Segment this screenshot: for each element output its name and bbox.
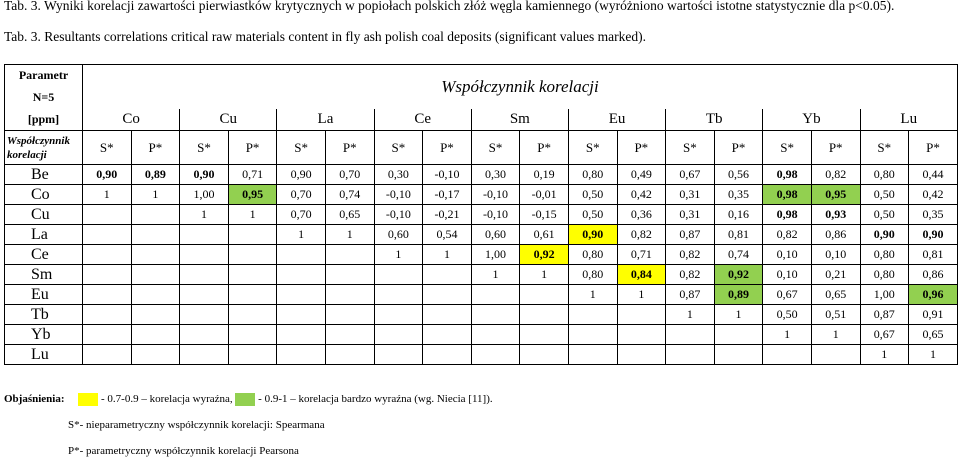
correlation-cell: 0,89	[714, 285, 763, 305]
correlation-cell: 0,82	[811, 165, 860, 185]
correlation-cell: 0,74	[325, 185, 374, 205]
correlation-cell: -0,10	[423, 165, 472, 185]
correlation-cell: 0,71	[617, 245, 666, 265]
correlation-cell: 0,30	[374, 165, 423, 185]
correlation-cell: 1	[423, 245, 472, 265]
correlation-cell: 0,31	[666, 205, 715, 225]
correlation-cell	[714, 345, 763, 365]
parameter-label: Parametr	[5, 65, 83, 87]
correlation-cell: 0,98	[763, 185, 812, 205]
correlation-cell	[131, 325, 180, 345]
correlation-cell	[666, 325, 715, 345]
correlation-cell: 1	[277, 225, 326, 245]
spearman-header: S*	[374, 131, 423, 165]
correlation-cell: 1,00	[180, 185, 229, 205]
correlation-cell	[325, 345, 374, 365]
correlation-cell: 0,90	[277, 165, 326, 185]
table-row	[5, 245, 958, 265]
correlation-cell: 0,90	[860, 225, 909, 245]
correlation-cell	[180, 325, 229, 345]
correlation-cell: 0,44	[909, 165, 958, 185]
correlation-cell: 0,92	[714, 265, 763, 285]
correlation-cell	[228, 245, 277, 265]
correlation-cell	[811, 345, 860, 365]
correlation-cell: 0,65	[811, 285, 860, 305]
correlation-cell: 0,49	[617, 165, 666, 185]
correlation-cell: 0,90	[909, 225, 958, 245]
correlation-cell: 0,90	[568, 225, 617, 245]
correlation-cell	[568, 325, 617, 345]
row-label-sm: Sm	[5, 265, 83, 285]
correlation-cell: 0,42	[909, 185, 958, 205]
correlation-cell	[520, 285, 569, 305]
correlation-cell: 1	[860, 345, 909, 365]
correlation-cell	[228, 305, 277, 325]
correlation-cell	[131, 245, 180, 265]
pearson-header: P*	[228, 131, 277, 165]
pearson-header: P*	[131, 131, 180, 165]
correlation-cell: 0,96	[909, 285, 958, 305]
correlation-cell: 0,50	[763, 305, 812, 325]
correlation-cell: 0,70	[277, 205, 326, 225]
element-header-lu: Lu	[860, 109, 958, 131]
table-row	[5, 225, 958, 245]
correlation-cell: -0,01	[520, 185, 569, 205]
correlation-cell: 1	[228, 205, 277, 225]
correlation-cell: -0,10	[471, 205, 520, 225]
correlation-cell: 0,51	[811, 305, 860, 325]
row-label-lu: Lu	[5, 345, 83, 365]
table-caption-polish: Tab. 3. Wyniki korelacji zawartości pierwiastków krytycznych w popiołach polskich złóż węgla kamiennego (wyróżniono wartości istotne statystycznie dla p<0.05).	[4, 0, 895, 13]
correlation-cell	[617, 305, 666, 325]
pearson-header: P*	[325, 131, 374, 165]
table-row	[5, 205, 958, 225]
correlation-cell: 0,50	[568, 205, 617, 225]
element-header-cu: Cu	[180, 109, 277, 131]
correlation-cell	[423, 305, 472, 325]
spearman-header: S*	[83, 131, 132, 165]
correlation-cell: 0,98	[763, 165, 812, 185]
correlation-cell: 0,90	[180, 165, 229, 185]
correlation-cell: 0,10	[811, 245, 860, 265]
correlation-cell: 0,80	[568, 265, 617, 285]
correlation-cell: 1,00	[860, 285, 909, 305]
correlation-cell: 0,10	[763, 245, 812, 265]
correlation-cell	[131, 285, 180, 305]
correlation-cell: 1	[131, 185, 180, 205]
correlation-cell	[131, 345, 180, 365]
n-label: N=5	[5, 87, 83, 109]
correlation-cell	[180, 305, 229, 325]
correlation-cell	[763, 345, 812, 365]
correlation-cell: 0,67	[860, 325, 909, 345]
correlation-cell: 0,61	[520, 225, 569, 245]
element-header-co: Co	[83, 109, 180, 131]
correlation-cell: 0,10	[763, 265, 812, 285]
correlation-cell: 1	[83, 185, 132, 205]
table-row	[5, 305, 958, 325]
correlation-cell	[374, 325, 423, 345]
correlation-cell: 0,87	[666, 225, 715, 245]
correlation-cell: 0,80	[568, 245, 617, 265]
pearson-header: P*	[909, 131, 958, 165]
spearman-header: S*	[277, 131, 326, 165]
correlation-cell: 0,95	[228, 185, 277, 205]
correlation-cell: 0,82	[763, 225, 812, 245]
table-row	[5, 265, 958, 285]
correlation-cell: 0,67	[666, 165, 715, 185]
correlation-cell	[277, 265, 326, 285]
correlation-cell: 0,16	[714, 205, 763, 225]
table-row	[5, 345, 958, 365]
correlation-cell	[83, 285, 132, 305]
table-row	[5, 165, 958, 185]
correlation-cell: 1	[180, 205, 229, 225]
spearman-header: S*	[180, 131, 229, 165]
correlation-cell	[325, 245, 374, 265]
correlation-cell: 0,30	[471, 165, 520, 185]
correlation-cell	[228, 345, 277, 365]
correlation-cell: 0,82	[617, 225, 666, 245]
correlation-cell	[83, 305, 132, 325]
correlation-cell: 0,87	[666, 285, 715, 305]
correlation-cell	[423, 325, 472, 345]
correlation-cell	[83, 325, 132, 345]
correlation-cell: -0,10	[374, 205, 423, 225]
correlation-cell: 1	[520, 265, 569, 285]
correlation-cell: 0,31	[666, 185, 715, 205]
row-label-ce: Ce	[5, 245, 83, 265]
correlation-cell	[277, 305, 326, 325]
correlation-cell: -0,10	[471, 185, 520, 205]
correlation-cell: 0,65	[325, 205, 374, 225]
correlation-cell: 1	[325, 225, 374, 245]
element-header-tb: Tb	[666, 109, 763, 131]
correlation-cell	[568, 345, 617, 365]
correlation-cell: 1	[666, 305, 715, 325]
correlation-cell: 0,42	[617, 185, 666, 205]
correlation-cell	[568, 305, 617, 325]
pearson-note: P*- parametryczny współczynnik korelacji Pearsona	[68, 445, 299, 457]
correlation-cell	[325, 265, 374, 285]
row-label-tb: Tb	[5, 305, 83, 325]
correlation-cell	[374, 265, 423, 285]
correlation-cell: 1	[568, 285, 617, 305]
correlation-cell	[277, 245, 326, 265]
correlation-cell: 0,95	[811, 185, 860, 205]
table-row	[5, 285, 958, 305]
correlation-cell: 0,21	[811, 265, 860, 285]
legend-line	[4, 393, 493, 406]
pearson-header: P*	[714, 131, 763, 165]
correlation-cell: 0,91	[909, 305, 958, 325]
correlation-cell: 0,82	[666, 265, 715, 285]
correlation-cell: 0,65	[909, 325, 958, 345]
table-row	[5, 325, 958, 345]
correlation-cell: 0,60	[471, 225, 520, 245]
table-caption-english: Tab. 3. Resultants correlations critical raw materials content in fly ash polish coal deposits (significant values marked).	[4, 29, 646, 44]
correlation-cell	[617, 345, 666, 365]
spearman-header: S*	[568, 131, 617, 165]
correlation-cell	[180, 225, 229, 245]
correlation-cell: 1	[471, 265, 520, 285]
correlation-cell: 0,81	[714, 225, 763, 245]
correlation-cell	[228, 225, 277, 245]
correlation-cell	[228, 325, 277, 345]
correlation-cell: 0,93	[811, 205, 860, 225]
correlation-cell: 0,87	[860, 305, 909, 325]
correlation-cell: -0,15	[520, 205, 569, 225]
correlation-cell	[374, 285, 423, 305]
correlation-table	[4, 64, 958, 365]
row-label-be: Be	[5, 165, 83, 185]
table-row	[5, 185, 958, 205]
correlation-cell	[277, 345, 326, 365]
legend-green-text: - 0.9-1 – korelacja bardzo wyraźna (wg. Niecia [11]).	[258, 393, 493, 406]
correlation-cell: 0,80	[860, 165, 909, 185]
correlation-coefficient-title: Współczynnik korelacji	[83, 65, 958, 109]
correlation-cell	[471, 285, 520, 305]
spearman-header: S*	[666, 131, 715, 165]
correlation-cell	[131, 225, 180, 245]
row-label-co: Co	[5, 185, 83, 205]
correlation-cell	[423, 265, 472, 285]
row-label-eu: Eu	[5, 285, 83, 305]
correlation-cell: 0,81	[909, 245, 958, 265]
correlation-cell	[325, 285, 374, 305]
correlation-cell	[180, 345, 229, 365]
correlation-cell: 0,80	[860, 245, 909, 265]
correlation-cell	[180, 245, 229, 265]
green-swatch	[235, 393, 255, 406]
pearson-header: P*	[520, 131, 569, 165]
correlation-cell	[714, 325, 763, 345]
element-header-la: La	[277, 109, 374, 131]
correlation-cell: 0,50	[568, 185, 617, 205]
element-header-ce: Ce	[374, 109, 471, 131]
correlation-cell	[325, 305, 374, 325]
correlation-cell	[83, 225, 132, 245]
correlation-cell: -0,17	[423, 185, 472, 205]
correlation-cell: 1,00	[471, 245, 520, 265]
correlation-cell: 0,35	[909, 205, 958, 225]
correlation-cell	[423, 345, 472, 365]
correlation-cell	[228, 285, 277, 305]
correlation-cell: 1	[909, 345, 958, 365]
correlation-cell	[180, 285, 229, 305]
correlation-cell	[83, 345, 132, 365]
legend-yellow-text: - 0.7-0.9 – korelacja wyraźna,	[101, 393, 233, 406]
correlation-cell: 1	[811, 325, 860, 345]
spearman-header: S*	[471, 131, 520, 165]
correlation-cell: 0,36	[617, 205, 666, 225]
correlation-cell	[131, 305, 180, 325]
correlation-cell: 0,50	[860, 205, 909, 225]
element-header-eu: Eu	[568, 109, 665, 131]
correlation-cell: 1	[617, 285, 666, 305]
row-label-yb: Yb	[5, 325, 83, 345]
spearman-header: S*	[860, 131, 909, 165]
correlation-cell: 1	[374, 245, 423, 265]
correlation-cell	[131, 265, 180, 285]
correlation-cell	[520, 325, 569, 345]
correlation-cell: 1	[714, 305, 763, 325]
correlation-cell: 0,54	[423, 225, 472, 245]
correlation-cell	[471, 345, 520, 365]
correlation-cell: -0,21	[423, 205, 472, 225]
correlation-cell	[277, 285, 326, 305]
correlation-cell	[617, 325, 666, 345]
correlation-cell: 0,86	[909, 265, 958, 285]
correlation-cell: 1	[763, 325, 812, 345]
correlation-cell	[520, 305, 569, 325]
correlation-cell	[131, 205, 180, 225]
correlation-cell: 0,89	[131, 165, 180, 185]
correlation-cell	[83, 205, 132, 225]
correlation-cell: 0,67	[763, 285, 812, 305]
correlation-cell	[228, 265, 277, 285]
ppm-label: [ppm]	[5, 109, 83, 131]
correlation-cell: 0,84	[617, 265, 666, 285]
correlation-cell: 0,74	[714, 245, 763, 265]
correlation-cell	[325, 325, 374, 345]
correlation-cell: 0,56	[714, 165, 763, 185]
correlation-cell	[277, 325, 326, 345]
correlation-cell: 0,70	[325, 165, 374, 185]
correlation-cell: 0,92	[520, 245, 569, 265]
correlation-cell	[180, 265, 229, 285]
correlation-cell	[374, 345, 423, 365]
correlation-cell	[520, 345, 569, 365]
correlation-cell: 0,86	[811, 225, 860, 245]
pearson-header: P*	[423, 131, 472, 165]
correlation-cell: 0,70	[277, 185, 326, 205]
yellow-swatch	[78, 393, 98, 406]
coefficient-row-label: Współczynnik korelacji	[5, 131, 83, 165]
correlation-cell: -0,10	[374, 185, 423, 205]
row-label-la: La	[5, 225, 83, 245]
correlation-cell	[471, 305, 520, 325]
element-header-yb: Yb	[763, 109, 860, 131]
spearman-header: S*	[763, 131, 812, 165]
legend-title: Objaśnienia:	[4, 393, 65, 406]
correlation-cell: 0,35	[714, 185, 763, 205]
pearson-header: P*	[811, 131, 860, 165]
correlation-cell: 0,82	[666, 245, 715, 265]
correlation-cell: 0,19	[520, 165, 569, 185]
correlation-cell: 0,60	[374, 225, 423, 245]
correlation-cell	[666, 345, 715, 365]
correlation-cell: 0,80	[568, 165, 617, 185]
pearson-header: P*	[617, 131, 666, 165]
correlation-cell	[374, 305, 423, 325]
correlation-cell: 0,71	[228, 165, 277, 185]
correlation-cell	[471, 325, 520, 345]
correlation-cell	[83, 265, 132, 285]
element-header-sm: Sm	[471, 109, 568, 131]
row-label-cu: Cu	[5, 205, 83, 225]
correlation-cell: 0,80	[860, 265, 909, 285]
correlation-cell	[83, 245, 132, 265]
correlation-cell: 0,50	[860, 185, 909, 205]
spearman-note: S*- nieparametryczny współczynnik korelacji: Spearmana	[68, 419, 325, 431]
correlation-cell	[423, 285, 472, 305]
correlation-cell: 0,98	[763, 205, 812, 225]
correlation-cell: 0,90	[83, 165, 132, 185]
